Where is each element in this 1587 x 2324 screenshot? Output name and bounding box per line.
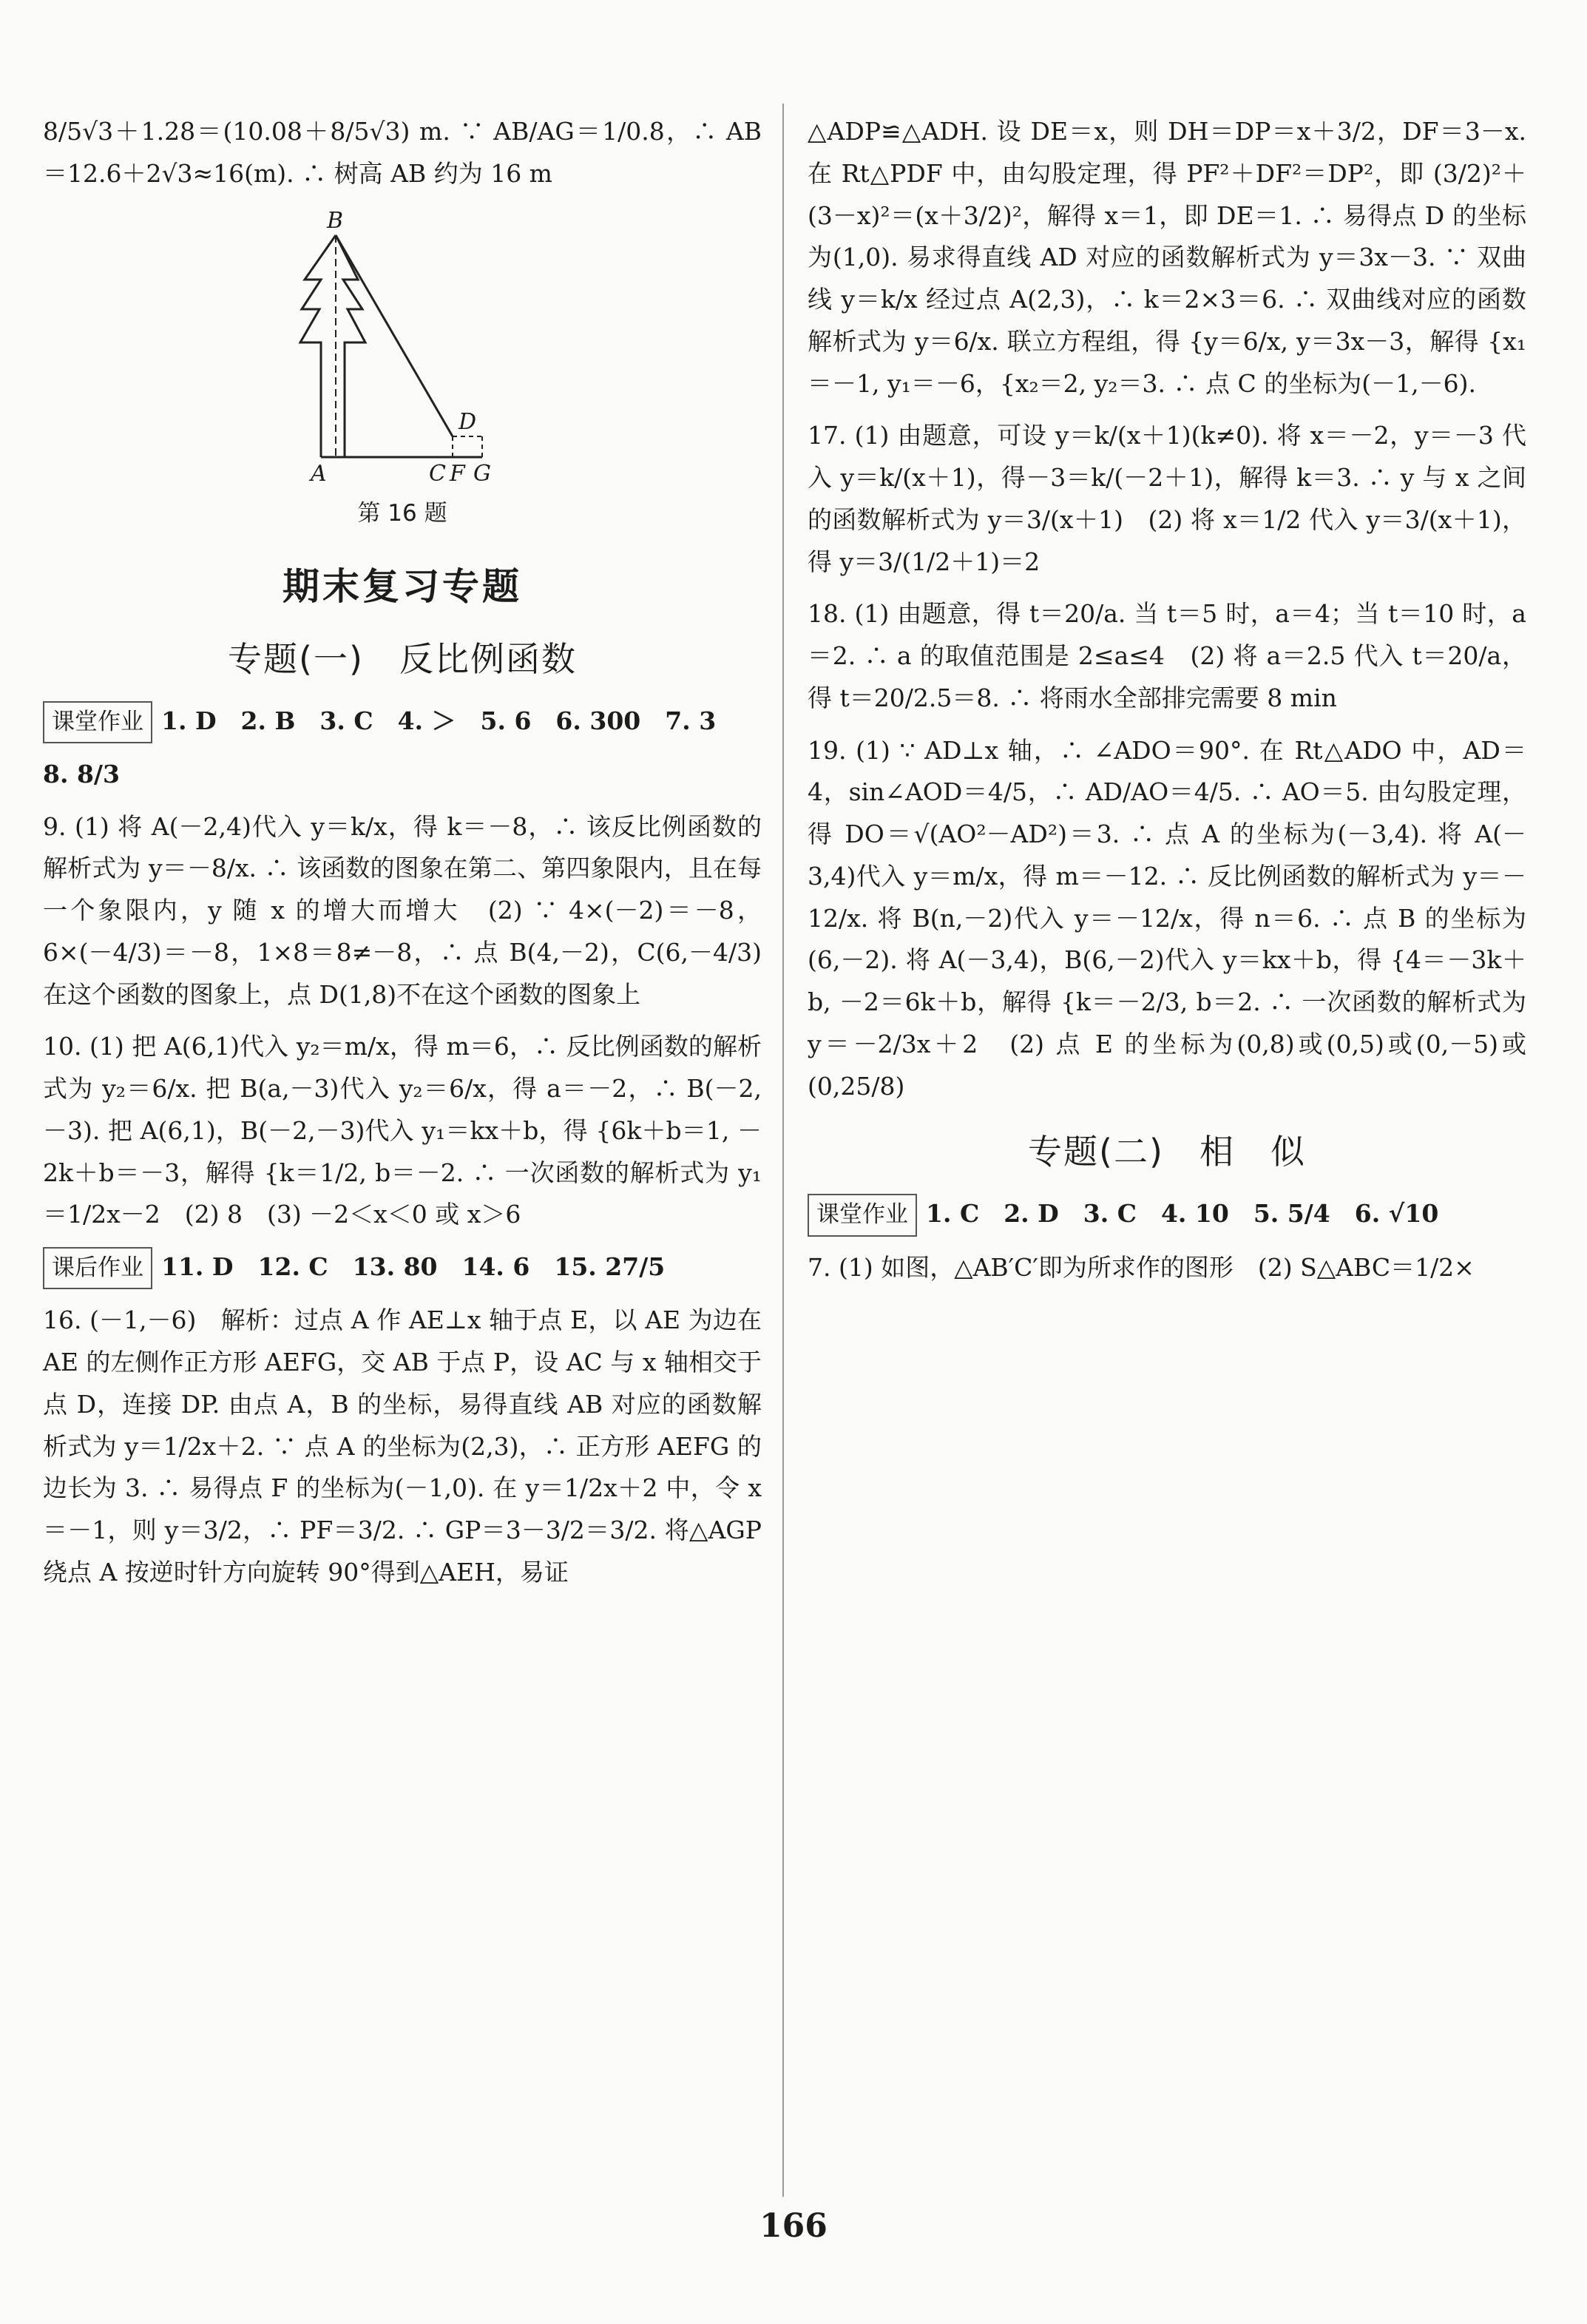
q9-answer: 9. (1) 将 A(－2,4)代入 y＝k/x，得 k＝－8，∴ 该反比例函数的解析式为 y＝－8/x. ∴ 该函数的图象在第二、第四象限内，且在每一个象限内，y 随 x 的增大而增大 (2) ∵ 4×(－2)＝－8，6×(－4/3)＝－8，1×8＝8≠－8，∴ 点 B(4,－2)，C(6,－4/3)在这个函数的图象上，点 D(1,8)不在这个函数的图象上 xyxy=(43,811,762,1009)
left-column xyxy=(43,111,762,1604)
classwork-line xyxy=(43,700,762,743)
q10-answer: 10. (1) 把 A(6,1)代入 y₂＝m/x，得 m＝6，∴ 反比例函数的解析式为 y₂＝6/x. 把 B(a,－3)代入 y₂＝6/x，得 a＝－2，∴ B(－2,－3). 把 A(6,1)，B(－2,－3)代入 y₁＝kx＋b，得 {6k＋b＝1, －2k＋b＝－3，解得 {k＝1/2, b＝－2. ∴ 一次函数的解析式为 y₁＝1/2x－2 (2) 8 (3) －2＜x＜0 或 x＞6 xyxy=(43,1032,762,1229)
homework-tag: 课后作业 xyxy=(43,1247,152,1289)
q15-conclusion: 8/5√3＋1.28＝(10.08＋8/5√3) m. ∵ AB/AG＝1/0.8，∴ AB＝12.6＋2√3≈16(m). ∴ 树高 AB 约为 16 m xyxy=(43,117,762,188)
right-column xyxy=(808,111,1526,1299)
topic2-classwork-answers: 1. C 2. D 3. C 4. 10 5. 5/4 6. √10 xyxy=(926,1199,1439,1229)
figure-caption: 第 16 题 xyxy=(357,499,447,527)
topic2-classwork-line xyxy=(808,1193,1526,1236)
topic1-title: 专题(一) 反比例函数 xyxy=(228,638,577,679)
classwork-answers: 1. D 2. B 3. C 4. ＞ 5. 6 6. 300 7. 3 xyxy=(161,706,717,735)
label-D: D xyxy=(458,408,477,435)
q16-continued: △ADP≌△ADH. 设 DE＝x，则 DH＝DP＝x＋3/2，DF＝3－x. 在 Rt△PDF 中，由勾股定理，得 PF²＋DF²＝DP²，即 (3/2)²＋(3－x)²＝(x＋3/2)²，解得 x＝1，即 DE＝1. ∴ 易得点 D 的坐标为(1,0). 易求得直线 AD 对应的函数解析式为 y＝3x－3. ∵ 双曲线 y＝k/x 经过点 A(2,3)，∴ k＝2×3＝6. ∴ 双曲线对应的函数解析式为 y＝6/x. 联立方程组，得 {y＝6/x, y＝3x－3，解得 {x₁＝－1, y₁＝－6，{x₂＝2, y₂＝3. ∴ 点 C 的坐标为(－1,－6). xyxy=(808,117,1526,398)
label-B: B xyxy=(327,207,344,234)
q19-answer: 19. (1) ∵ AD⊥x 轴，∴ ∠ADO＝90°. 在 Rt△ADO 中，AD＝4，sin∠AOD＝4/5，∴ AD/AO＝4/5. ∴ AO＝5. 由勾股定理，得 DO＝√(AO²－AD²)＝3. ∴ 点 A 的坐标为(－3,4). 将 A(－3,4)代入 y＝m/x，得 m＝－12. ∴ 反比例函数的解析式为 y＝－12/x. 将 B(n,－2)代入 y＝－12/x，得 n＝6. ∴ 点 B 的坐标为(6,－2). 将 A(－3,4)，B(6,－2)代入 y＝kx＋b，得 {4＝－3k＋b, －2＝6k＋b，解得 {k＝－2/3, b＝2. ∴ 一次函数的解析式为 y＝－2/3x＋2 (2) 点 E 的坐标为(0,8)或(0,5)或(0,－5)或(0,25/8) xyxy=(808,735,1526,1101)
tree-diagram xyxy=(291,206,513,494)
label-C: C xyxy=(429,460,446,487)
label-G: G xyxy=(473,460,491,487)
page-number: 166 xyxy=(759,2207,828,2245)
q17-answer: 17. (1) 由题意，可设 y＝k/(x＋1)(k≠0). 将 x＝－2，y＝－3 代入 y＝k/(x＋1)，得－3＝k/(－2＋1)，解得 k＝3. ∴ y 与 x 之间的函数解析式为 y＝3/(x＋1) (2) 将 x＝1/2 代入 y＝3/(x＋1)，得 y＝3/(1/2＋1)＝2 xyxy=(808,421,1526,576)
topic2-classwork-tag: 课堂作业 xyxy=(808,1194,917,1236)
classwork-tag: 课堂作业 xyxy=(43,701,152,743)
q7-answer: 7. (1) 如图，△AB′C′即为所求作的图形 (2) S△ABC＝1/2× xyxy=(808,1252,1475,1282)
label-F: F xyxy=(450,460,465,487)
q18-answer: 18. (1) 由题意，得 t＝20/a. 当 t＝5 时，a＝4；当 t＝10 时，a＝2. ∴ a 的取值范围是 2≤a≤4 (2) 将 a＝2.5 代入 t＝20/a，得 t＝20/2.5＝8. ∴ 将雨水全部排完需要 8 min xyxy=(808,599,1526,712)
topic2-title: 专题(二) 相 似 xyxy=(1028,1132,1306,1172)
section-title: 期末复习专题 xyxy=(282,564,522,608)
tree-figure xyxy=(43,206,762,527)
label-A: A xyxy=(311,460,327,487)
homework-line xyxy=(43,1246,762,1289)
homework-answers: 11. D 12. C 13. 80 14. 6 15. 27/5 xyxy=(161,1252,666,1282)
q8-answer: 8. 8/3 xyxy=(43,759,120,788)
q16-answer: 16. (－1,－6) 解析：过点 A 作 AE⊥x 轴于点 E，以 AE 为边在 AE 的左侧作正方形 AEFG，交 AB 于点 P，设 AC 与 x 轴相交于点 D，连接 DP. 由点 A，B 的坐标，易得直线 AB 对应的函数解析式为 y＝1/2x＋2. ∵ 点 A 的坐标为(2,3)，∴ 正方形 AEFG 的边长为 3. ∴ 易得点 F 的坐标为(－1,0). 在 y＝1/2x＋2 中，令 x＝－1，则 y＝3/2，∴ PF＝3/2. ∴ GP＝3－3/2＝3/2. 将△AGP 绕点 A 按逆时针方向旋转 90°得到△AEH，易证 xyxy=(43,1305,762,1587)
column-divider xyxy=(782,104,784,2197)
